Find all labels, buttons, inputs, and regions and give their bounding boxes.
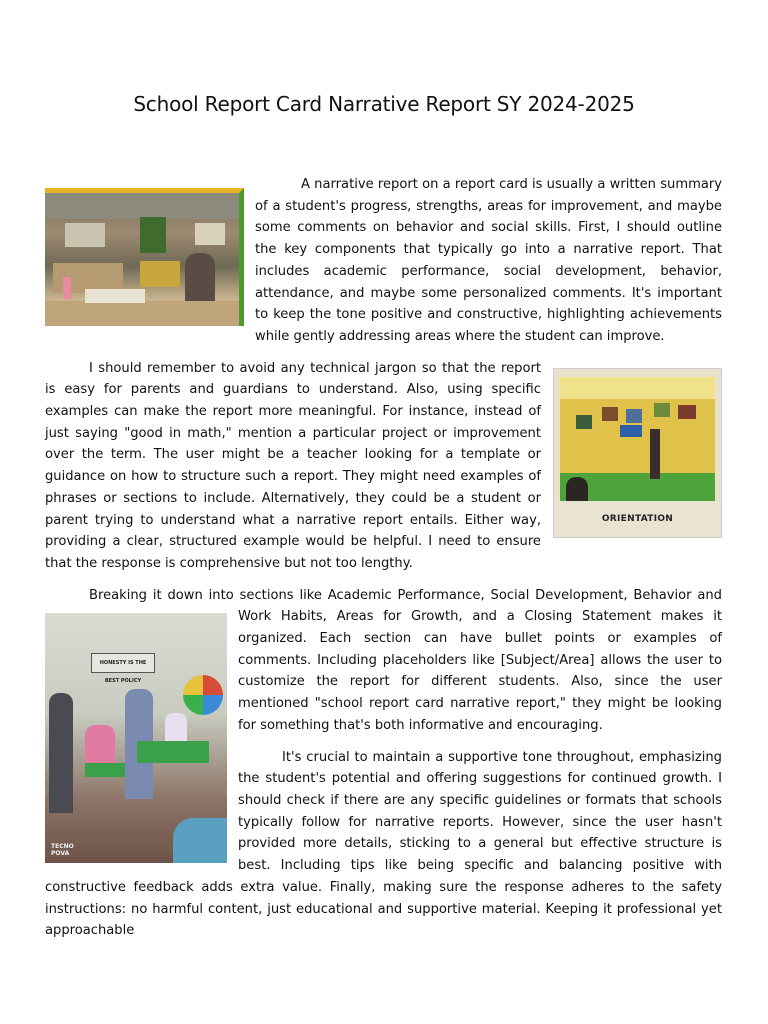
classroom-photo-2 [45,613,227,863]
photo-watermark: TECNO POVA [51,843,74,857]
paragraph-4: It's crucial to maintain a supportive tone throughout, emphasizing the student's potential and offering suggestions for continued growth. I should check if there are any specific guidelines or formats that schools typically follow for narrative reports. However, since the user hasn't provided more details, sticking to a general but effective structure is best. Including tips like being specific and balancing positive with constructive feedback adds extra value. Finally, making sure the response adheres to the safety instructions: no harmful content, just educational and supportive material. Keeping it professional yet approachable [45,749,722,939]
paragraph-2: I should remember to avoid any technical jargon so that the report is easy for parents and guardians to understand. Also, using specific examples can make the report more meaningful. For instance, instead of just saying "good in math," mention a particular project or improvement over the term. The user might be a teacher looking for a template or guidance on how to structure such a report. They might need examples of phrases or sections to include. Alternatively, they could be a student or parent trying to understand what a narrative report entails. Either way, providing a clear, structured example would be helpful. I need to ensure that the response is comprehensive but not too lengthy. [45,360,541,571]
orientation-caption: ORIENTATION [601,513,674,524]
classroom-photo-1 [45,188,244,326]
paragraph-3: Breaking it down into sections like Academic Performance, Social Development, Behavior and Work Habits, Areas for Growth, and a Closing Statement makes it organized. Each section can have bullet points or examples of comments. Including placeholders like [Subject/Area] allows the user to customize the report for different students. Also, since the user mentioned "school report card narrative report," they might be looking for something that's both informative and encouraging. [89,587,722,733]
orientation-photo [553,368,722,538]
honesty-banner: HONESTY IS THE BEST POLICY [91,653,155,673]
page-title: School Report Card Narrative Report SY 2024-2025 [133,92,635,116]
paragraph-1: A narrative report on a report card is usually a written summary of a student's progress, strengths, areas for improvement, and maybe some comments on behavior and social skills. First, I should outline the key components that typically go into a narrative report. That includes academic performance, social development, behavior, attendance, and maybe some personalized comments. It's important to keep the tone positive and constructive, highlighting achievements while gently addressing areas where the student can improve. [255,177,722,344]
